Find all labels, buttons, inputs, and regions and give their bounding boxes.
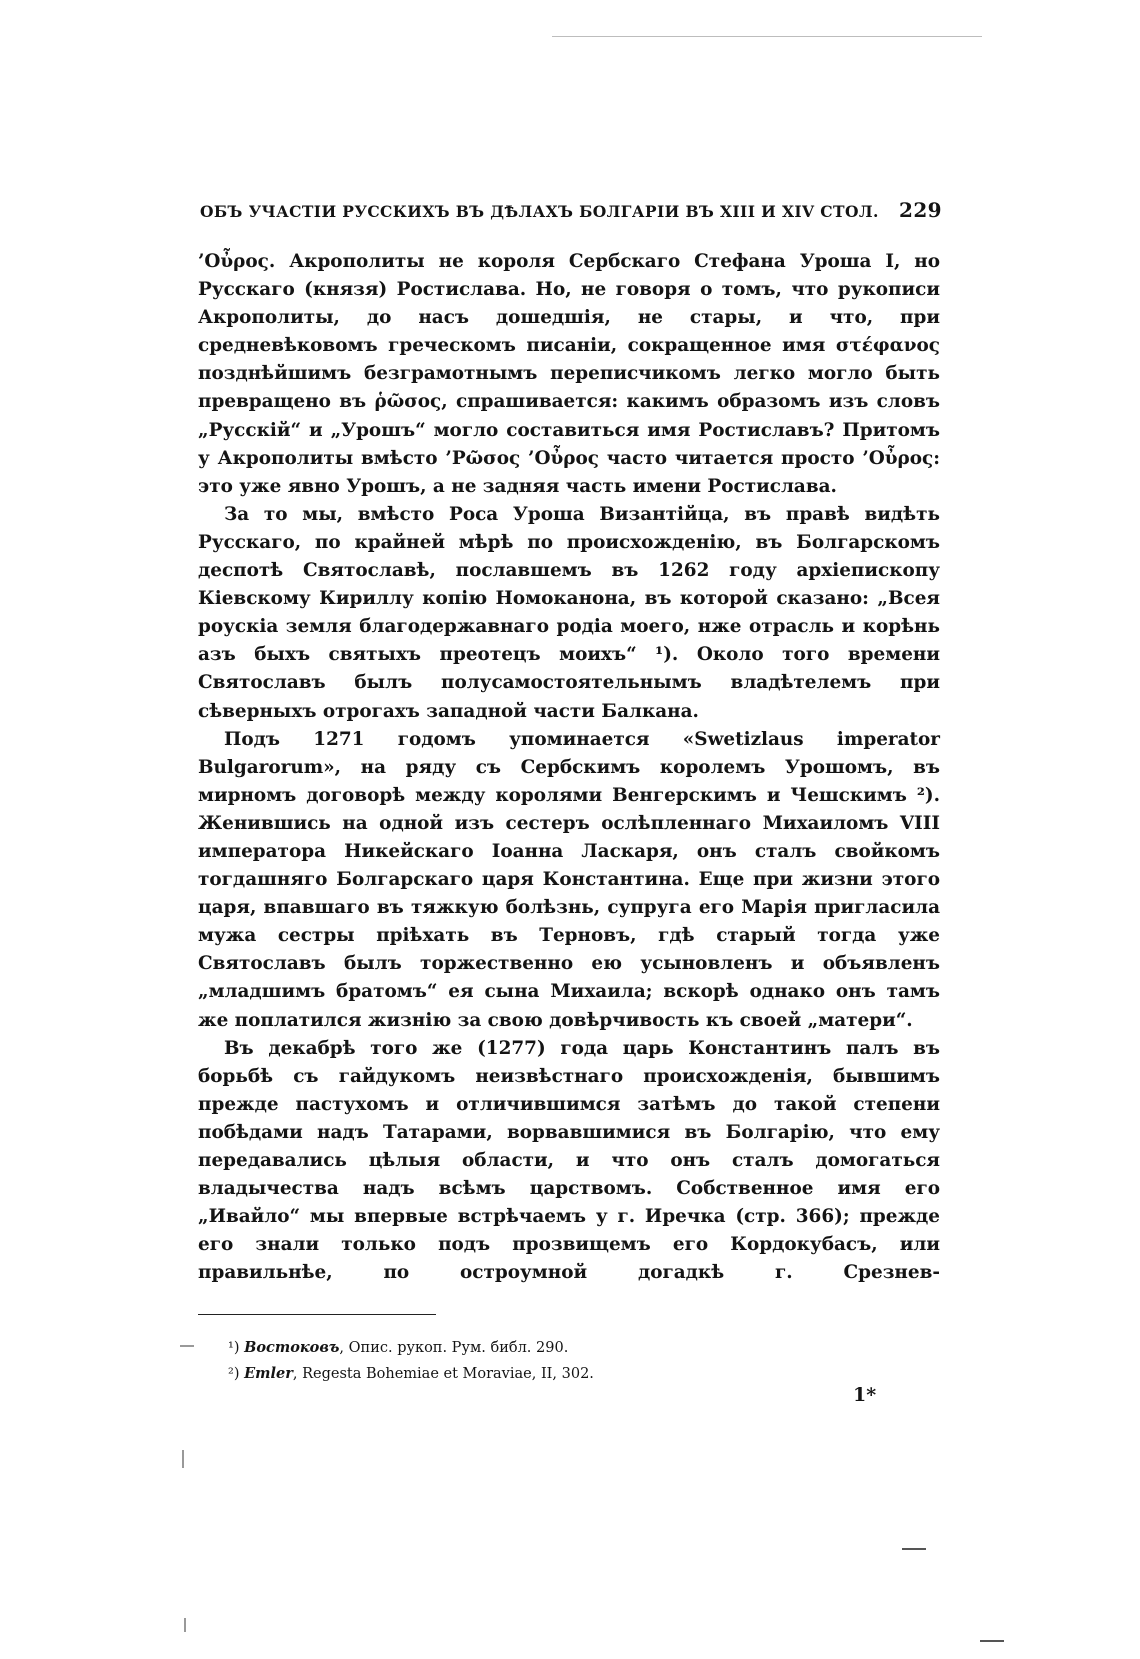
scan-speck <box>902 1548 926 1550</box>
paragraph-2: За то мы, вмѣсто Роса Уроша Византійца, въ правѣ видѣть Русскаго, по крайней мѣрѣ по происхожденію, въ Болгарскомъ деспотѣ Святославѣ, пославшемъ въ 1262 году архіепископу Кіевскому Кириллу копію Номоканона, въ которой сказано: „Всея роускіа земля благодержавнаго родіа моего, нже отрасль и корѣнь азъ быхъ святыхъ преотецъ моихъ“ ¹). Около того времени Святославъ былъ полусамостоятельнымъ владѣтелемъ при сѣверныхъ отрогахъ западной части Балкана. <box>198 503 940 722</box>
footnote-mark: ¹) <box>228 1340 240 1356</box>
scan-top-rule <box>552 36 982 37</box>
page-number: 229 <box>899 198 942 222</box>
footnote-author: Emler <box>244 1365 293 1382</box>
paragraph-3: Подъ 1271 годомъ упоминается «Swetizlaus imperator Bulgarorum», на ряду съ Сербскимъ королемъ Урошомъ, въ мирномъ договорѣ между королями Венгерскимъ и Чешскимъ ²). Женившись на одной изъ сестеръ ослѣпленнаго Михаиломъ VIII императора Никейскаго Іоанна Ласкаря, онъ сталъ свойкомъ тогдашняго Болгарскаго царя Константина. Еще при жизни этого царя, впавшаго въ тяжкую болѣзнь, супруга его Марія пригласила мужа сестры пріѣхать въ Терновъ, гдѣ старый тогда уже Святославъ былъ торжественно ею усыновленъ и объявленъ „младшимъ братомъ“ ея сына Михаила; вскорѣ однако онъ тамъ же поплатился жизнію за свою довѣрчивость къ своей „матери“. <box>198 728 940 1031</box>
scan-speck <box>182 1450 184 1468</box>
scan-speck <box>184 1618 186 1632</box>
running-title: ОБЪ УЧАСТІИ РУССКИХЪ ВЪ ДѢЛАХЪ БОЛГАРІИ ВЪ XIII И XIV СТОЛ. <box>200 202 879 221</box>
paragraph-4: Въ декабрѣ того же (1277) года царь Константинъ палъ въ борьбѣ съ гайдукомъ неизвѣстнаго происхожденія, бывшимъ прежде пастухомъ и отличившимся затѣмъ до такой степени побѣдами надъ Татарами, ворвавшимися въ Болгарію, что ему передавались цѣлыя области, и что онъ сталъ домогаться владычества надъ всѣмъ царствомъ. Собственное имя его „Ивайло“ мы впервые встрѣчаемъ у г. Иречка (стр. 366); прежде его знали только подъ прозвищемъ его Кордокубасъ, или правильнѣе, по остроумной догадкѣ г. Срезнев- <box>198 1037 940 1284</box>
footnote-text: , Regesta Bohemiae et Moraviae, II, 302. <box>292 1366 594 1382</box>
footnote-text: , Опис. рукоп. Рум. библ. 290. <box>339 1340 569 1356</box>
footnote-author: Востоковъ <box>244 1339 340 1356</box>
footnote-mark: ²) <box>228 1366 240 1382</box>
signature-mark: 1* <box>853 1384 877 1406</box>
footnote-2 <box>228 1361 748 1387</box>
scan-speck <box>180 1345 194 1347</box>
paragraph-1: ’Οὖρος. Акрополиты не короля Сербскаго Стефана Уроша I, но Русскаго (князя) Ростислава. Но, не говоря о томъ, что рукописи Акрополиты, до насъ дошедшія, не стары, и что, при средневѣковомъ греческомъ писаніи, сокращенное имя στέφανος позднѣйшимъ безграмотнымъ переписчикомъ легко могло быть превращено въ ῥῶσος, спрашивается: какимъ образомъ изъ словъ „Русскій“ и „Урошъ“ могло составиться имя Ростиславъ? Притомъ у Акрополиты вмѣсто ’Ρῶσος ’Οὖρος часто читается просто ’Οὖρος: это уже явно Урошъ, а не задняя часть имени Ростислава. <box>198 251 940 497</box>
footnotes <box>228 1335 748 1387</box>
running-header <box>200 198 942 222</box>
body-text <box>198 248 940 1287</box>
footnote-1 <box>228 1335 748 1361</box>
scan-speck <box>980 1640 1004 1642</box>
footnote-divider <box>198 1314 436 1315</box>
